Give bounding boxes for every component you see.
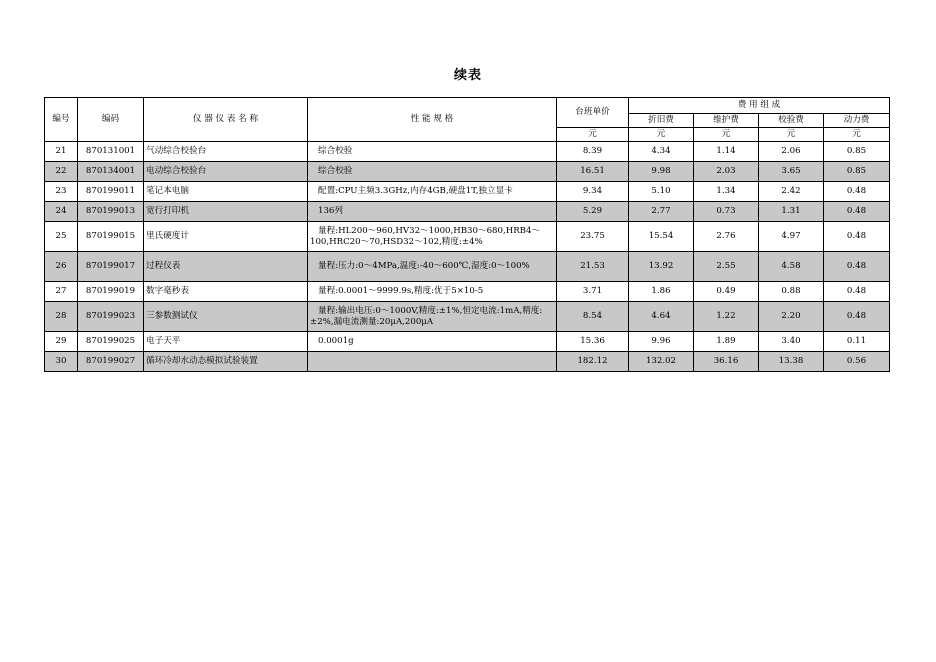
cell-depreciation: 4.64 xyxy=(629,302,694,332)
cell-price: 21.53 xyxy=(557,252,629,282)
cell-code: 870199025 xyxy=(78,332,144,352)
cell-maintenance: 2.03 xyxy=(694,162,759,182)
cell-code: 870199023 xyxy=(78,302,144,332)
cell-spec: 综合校验 xyxy=(308,142,557,162)
unit-power: 元 xyxy=(824,128,890,142)
cell-price: 15.36 xyxy=(557,332,629,352)
cell-spec: 量程:压力:0～4MPa,温度:-40～600℃,湿度:0～100% xyxy=(308,252,557,282)
cell-maintenance: 2.55 xyxy=(694,252,759,282)
cell-code: 870131001 xyxy=(78,142,144,162)
cell-depreciation: 15.54 xyxy=(629,222,694,252)
cell-calibration: 3.65 xyxy=(759,162,824,182)
header-price: 台班单价 xyxy=(557,98,629,128)
cell-code: 870134001 xyxy=(78,162,144,182)
cell-no: 30 xyxy=(45,352,78,372)
cell-name: 气动综合校验台 xyxy=(144,142,308,162)
table-row xyxy=(45,332,890,352)
table-row xyxy=(45,142,890,162)
cell-price: 8.54 xyxy=(557,302,629,332)
header-power: 动力费 xyxy=(824,114,890,128)
table-row xyxy=(45,302,890,332)
cell-price: 16.51 xyxy=(557,162,629,182)
cell-depreciation: 2.77 xyxy=(629,202,694,222)
table-row xyxy=(45,252,890,282)
cell-name: 循环冷却水动态模拟试验装置 xyxy=(144,352,308,372)
cell-code: 870199027 xyxy=(78,352,144,372)
cell-calibration: 4.97 xyxy=(759,222,824,252)
cell-calibration: 13.38 xyxy=(759,352,824,372)
cell-price: 5.29 xyxy=(557,202,629,222)
cell-code: 870199019 xyxy=(78,282,144,302)
cell-spec: 136列 xyxy=(308,202,557,222)
cell-depreciation: 13.92 xyxy=(629,252,694,282)
cell-code: 870199013 xyxy=(78,202,144,222)
cell-code: 870199015 xyxy=(78,222,144,252)
cell-spec: 量程:HL200～960,HV32～1000,HB30～680,HRB4～100,HRC20～70,HSD32～102,精度:±4% xyxy=(308,222,557,252)
cell-depreciation: 1.86 xyxy=(629,282,694,302)
header-name: 仪 器 仪 表 名 称 xyxy=(144,98,308,142)
unit-depreciation: 元 xyxy=(629,128,694,142)
cell-spec: 综合校验 xyxy=(308,162,557,182)
unit-price: 元 xyxy=(557,128,629,142)
table-row xyxy=(45,282,890,302)
cell-maintenance: 0.73 xyxy=(694,202,759,222)
unit-calibration: 元 xyxy=(759,128,824,142)
table-row xyxy=(45,352,890,372)
cell-no: 25 xyxy=(45,222,78,252)
table-row xyxy=(45,162,890,182)
cell-no: 27 xyxy=(45,282,78,302)
header-no: 编号 xyxy=(45,98,78,142)
cell-name: 里氏硬度计 xyxy=(144,222,308,252)
cell-spec xyxy=(308,352,557,372)
cell-name: 笔记本电脑 xyxy=(144,182,308,202)
cell-price: 3.71 xyxy=(557,282,629,302)
cell-power: 0.48 xyxy=(824,222,890,252)
cell-code: 870199017 xyxy=(78,252,144,282)
cell-price: 182.12 xyxy=(557,352,629,372)
cell-power: 0.48 xyxy=(824,182,890,202)
cell-no: 22 xyxy=(45,162,78,182)
cell-no: 24 xyxy=(45,202,78,222)
cell-maintenance: 1.89 xyxy=(694,332,759,352)
cell-power: 0.11 xyxy=(824,332,890,352)
header-spec: 性 能 规 格 xyxy=(308,98,557,142)
cell-depreciation: 132.02 xyxy=(629,352,694,372)
cell-spec: 0.0001g xyxy=(308,332,557,352)
cell-maintenance: 1.14 xyxy=(694,142,759,162)
cell-power: 0.48 xyxy=(824,282,890,302)
cell-power: 0.85 xyxy=(824,142,890,162)
page-title: 续表 xyxy=(453,68,482,83)
cell-no: 26 xyxy=(45,252,78,282)
cell-maintenance: 36.16 xyxy=(694,352,759,372)
header-calibration: 校验费 xyxy=(759,114,824,128)
cell-power: 0.48 xyxy=(824,252,890,282)
cell-name: 过程仪表 xyxy=(144,252,308,282)
cell-name: 数字毫秒表 xyxy=(144,282,308,302)
cell-name: 三参数测试仪 xyxy=(144,302,308,332)
cell-power: 0.48 xyxy=(824,302,890,332)
cell-power: 0.48 xyxy=(824,202,890,222)
cell-price: 9.34 xyxy=(557,182,629,202)
cell-power: 0.85 xyxy=(824,162,890,182)
instrument-table xyxy=(44,97,890,372)
cell-maintenance: 1.34 xyxy=(694,182,759,202)
cell-no: 23 xyxy=(45,182,78,202)
cell-calibration: 2.20 xyxy=(759,302,824,332)
cell-no: 29 xyxy=(45,332,78,352)
cell-spec: 量程:0.0001～9999.9s,精度:优于5×10-5 xyxy=(308,282,557,302)
table-row xyxy=(45,222,890,252)
cell-maintenance: 1.22 xyxy=(694,302,759,332)
cell-price: 23.75 xyxy=(557,222,629,252)
cell-name: 电动综合校验台 xyxy=(144,162,308,182)
cell-name: 电子天平 xyxy=(144,332,308,352)
header-maintenance: 维护费 xyxy=(694,114,759,128)
table-row xyxy=(45,182,890,202)
cell-maintenance: 0.49 xyxy=(694,282,759,302)
header-cost-group: 费 用 组 成 xyxy=(629,98,890,114)
cell-depreciation: 4.34 xyxy=(629,142,694,162)
header-depreciation: 折旧费 xyxy=(629,114,694,128)
cell-power: 0.56 xyxy=(824,352,890,372)
cell-no: 28 xyxy=(45,302,78,332)
cell-calibration: 3.40 xyxy=(759,332,824,352)
unit-maintenance: 元 xyxy=(694,128,759,142)
cell-price: 8.39 xyxy=(557,142,629,162)
cell-calibration: 2.06 xyxy=(759,142,824,162)
cell-code: 870199011 xyxy=(78,182,144,202)
cell-depreciation: 9.96 xyxy=(629,332,694,352)
cell-depreciation: 5.10 xyxy=(629,182,694,202)
header-code: 编码 xyxy=(78,98,144,142)
cell-depreciation: 9.98 xyxy=(629,162,694,182)
cell-maintenance: 2.76 xyxy=(694,222,759,252)
cell-name: 宽行打印机 xyxy=(144,202,308,222)
cell-calibration: 2.42 xyxy=(759,182,824,202)
cell-calibration: 4.58 xyxy=(759,252,824,282)
cell-no: 21 xyxy=(45,142,78,162)
cell-calibration: 0.88 xyxy=(759,282,824,302)
table-row xyxy=(45,202,890,222)
cell-spec: 配置:CPU主频3.3GHz,内存4GB,硬盘1T,独立显卡 xyxy=(308,182,557,202)
cell-spec: 量程:输出电压:0～1000V,精度:±1%,恒定电流:1mA,精度:±2%,漏电流测量:20μA,200μA xyxy=(308,302,557,332)
cell-calibration: 1.31 xyxy=(759,202,824,222)
